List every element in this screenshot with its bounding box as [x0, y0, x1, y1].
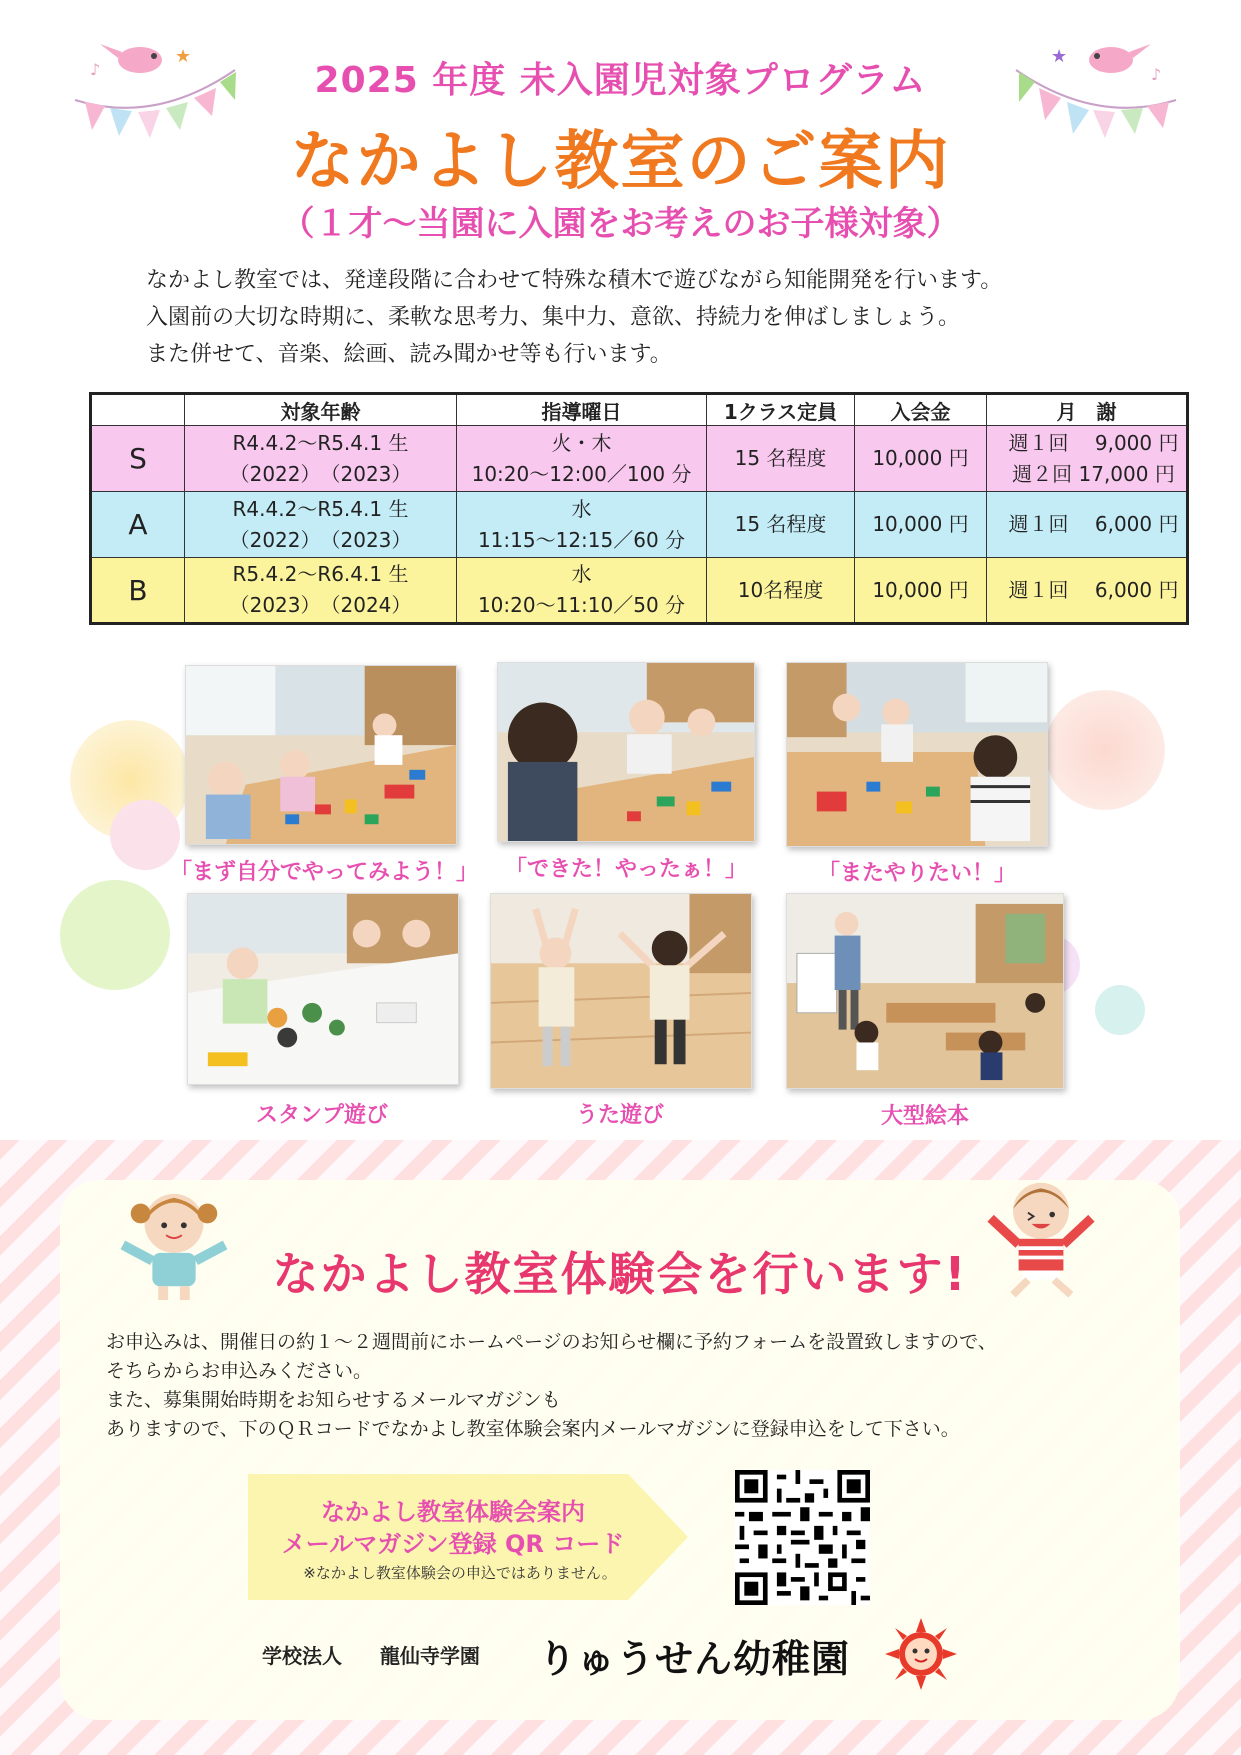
capacity-cell: 15 名程度 — [707, 492, 855, 558]
trial-line: また、募集開始時期をお知らせするメールマガジンも — [106, 1389, 561, 1411]
day-cell — [457, 558, 707, 624]
boy-character-icon — [985, 1172, 1097, 1300]
qr-note: ※なかよし教室体験会の申込ではありません。 — [303, 1564, 617, 1582]
photo-big-picture-book — [786, 893, 1064, 1089]
lesson-day: 水 — [571, 496, 592, 521]
decor-circle — [60, 880, 170, 990]
age-years: （2023） （2024） — [229, 593, 412, 617]
qr-banner-line: なかよし教室体験会案内 — [321, 1498, 585, 1526]
corporation-type: 学校法人 — [262, 1644, 342, 1668]
qr-banner — [248, 1474, 688, 1600]
photo-stamp-play — [187, 893, 459, 1085]
qr-banner-line: メールマガジン登録 QR コード — [281, 1530, 625, 1558]
class-name: S — [91, 426, 185, 492]
monthly-fee-cell — [987, 426, 1188, 492]
svg-text:★: ★ — [175, 46, 192, 67]
header-cell: 対象年齢 — [185, 394, 457, 426]
header-cell: 入会金 — [855, 394, 987, 426]
trial-description — [106, 1328, 1156, 1444]
age-years: （2022） （2023） — [229, 461, 412, 486]
svg-text:★: ★ — [1051, 46, 1068, 67]
girl-character-icon — [115, 1184, 233, 1302]
photo-song-play — [490, 893, 752, 1089]
header-cell — [91, 394, 185, 426]
decor-circle — [1095, 985, 1145, 1035]
monthly-fee-cell — [987, 492, 1188, 558]
table-row — [91, 558, 1188, 624]
capacity-cell: 10名程度 — [707, 558, 855, 624]
page-title: なかよし教室のご案内 — [290, 125, 951, 199]
class-name: A — [91, 492, 185, 558]
class-schedule-table — [89, 392, 1189, 625]
lesson-time: 10:20～11:10／50 分 — [477, 593, 686, 617]
entry-fee-cell: 10,000 円 — [855, 426, 987, 492]
monthly-fee: 週１回 6,000 円 — [1008, 577, 1179, 602]
photo-caption: うた遊び — [575, 1103, 664, 1128]
trial-line: ありますので、下のＱＲコードでなかよし教室体験会案内メールマガジンに登録申込をして下さい。 — [106, 1418, 960, 1440]
header-cell: 月 謝 — [987, 394, 1188, 426]
lesson-day: 水 — [571, 562, 592, 586]
monthly-fee: 週２回 17,000 円 — [1012, 461, 1175, 486]
age-cell — [185, 492, 457, 558]
trial-line: そちらからお申込みください。 — [106, 1360, 373, 1382]
table-row — [91, 426, 1188, 492]
lesson-day: 火・木 — [551, 430, 612, 455]
intro-line: 入園前の大切な時期に、柔軟な思考力、集中力、意欲、持続力を伸ばしましょう。 — [146, 305, 961, 330]
photo-blocks-1 — [185, 665, 457, 845]
age-cell — [185, 558, 457, 624]
intro-text — [146, 262, 1146, 373]
header-cell: 指導曜日 — [457, 394, 707, 426]
target-subtitle: （１才～当園に入園をお考えのお子様対象） — [280, 204, 961, 244]
capacity-cell: 15 名程度 — [707, 426, 855, 492]
table-row — [91, 492, 1188, 558]
entry-fee-cell: 10,000 円 — [855, 492, 987, 558]
trial-line: お申込みは、開催日の約１～２週間前にホームページのお知らせ欄に予約フォームを設置致しますので、 — [106, 1331, 997, 1353]
intro-line: また併せて、音楽、絵画、読み聞かせ等も行います。 — [146, 342, 672, 367]
photo-blocks-3 — [786, 662, 1048, 847]
photo-caption: 「まず自分でやってみよう！」 — [170, 860, 479, 885]
photo-caption: スタンプ遊び — [255, 1103, 388, 1128]
monthly-fee-cell — [987, 558, 1188, 624]
program-title: 2025 年度 未入園児対象プログラム — [314, 60, 927, 101]
monthly-fee: 週１回 6,000 円 — [1008, 512, 1179, 536]
trial-title: なかよし教室体験会を行います! — [272, 1247, 968, 1301]
class-name: B — [91, 558, 185, 624]
table-header-row — [91, 394, 1188, 426]
school-corporation — [262, 1640, 480, 1669]
lesson-time: 11:15～12:15／60 分 — [477, 527, 686, 552]
age-cell — [185, 426, 457, 492]
day-cell — [457, 426, 707, 492]
photo-caption: 「またやりたい！」 — [817, 861, 1016, 886]
age-range: R5.4.2～R6.4.1 生 — [232, 562, 409, 586]
lesson-time: 10:20～12:00／100 分 — [471, 461, 692, 486]
sun-mascot-icon — [885, 1618, 957, 1690]
photo-blocks-2 — [497, 662, 755, 842]
qr-code-icon[interactable] — [735, 1470, 870, 1605]
decor-circle — [1045, 690, 1165, 810]
photo-caption: 「できた！やったぁ！」 — [504, 857, 747, 882]
age-range: R4.4.2～R5.4.1 生 — [232, 430, 409, 455]
corporation-name: 龍仙寺学園 — [379, 1644, 480, 1668]
day-cell — [457, 492, 707, 558]
svg-text:♪: ♪ — [1151, 65, 1162, 84]
kindergarten-name: りゅうせん幼稚園 — [538, 1637, 851, 1681]
header-cell: 1クラス定員 — [707, 394, 855, 426]
age-range: R4.4.2～R5.4.1 生 — [232, 496, 409, 521]
entry-fee-cell: 10,000 円 — [855, 558, 987, 624]
svg-text:♪: ♪ — [90, 60, 101, 79]
monthly-fee: 週１回 9,000 円 — [1008, 430, 1179, 455]
intro-line: なかよし教室では、発達段階に合わせて特殊な積木で遊びながら知能開発を行います。 — [146, 268, 1003, 293]
photo-caption: 大型絵本 — [880, 1104, 969, 1129]
age-years: （2022） （2023） — [229, 527, 412, 552]
